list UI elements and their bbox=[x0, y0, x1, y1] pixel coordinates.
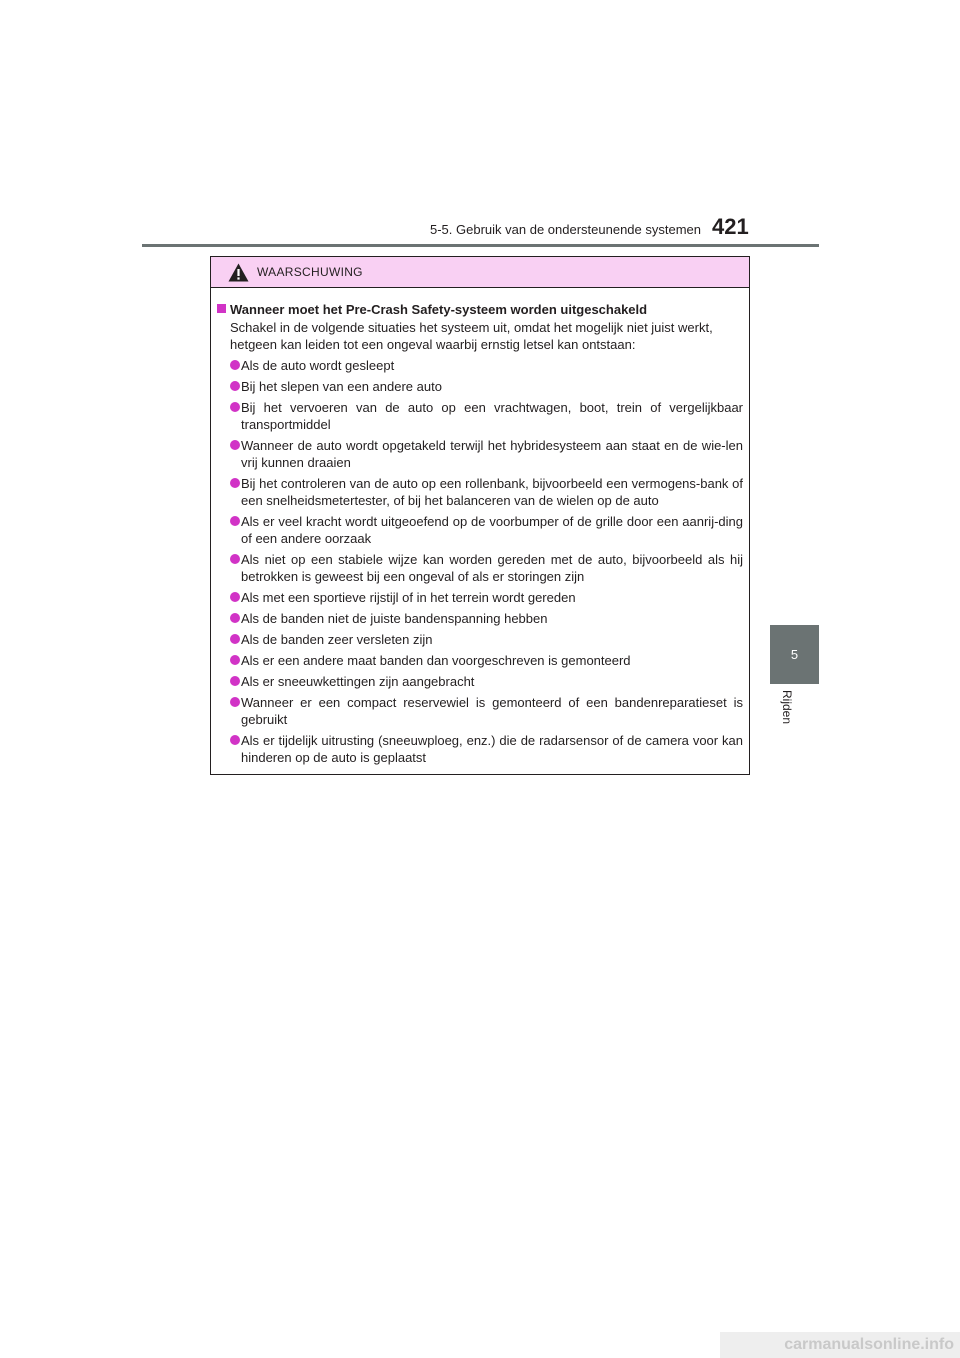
chapter-tab-number: 5 bbox=[770, 625, 819, 684]
chapter-tab-label-text: Rijden bbox=[780, 690, 794, 725]
list-item bbox=[217, 378, 743, 395]
header-divider bbox=[142, 244, 819, 247]
situation-list bbox=[217, 357, 743, 766]
list-item-text: Bij het controleren van de auto op een rollenbank, bijvoorbeeld een vermogens-bank of een snelheidsmetertester, of bij het balanceren van de wielen op de auto bbox=[241, 476, 743, 508]
list-item bbox=[217, 399, 743, 433]
list-item bbox=[217, 732, 743, 766]
chapter-tab-label bbox=[770, 686, 819, 756]
round-bullet-icon bbox=[230, 440, 240, 450]
warning-heading bbox=[217, 301, 743, 318]
list-item bbox=[217, 610, 743, 627]
list-item bbox=[217, 652, 743, 669]
list-item bbox=[217, 631, 743, 648]
warning-heading-text: Wanneer moet het Pre-Crash Safety-systeem worden uitgeschakeld bbox=[230, 302, 648, 317]
warning-content bbox=[211, 288, 749, 766]
list-item bbox=[217, 589, 743, 606]
list-item-text: Als niet op een stabiele wijze kan worden gereden met de auto, bijvoorbeeld als hij betrokken is geweest bij een ongeval of als er storingen zijn bbox=[241, 552, 743, 584]
list-item-text: Wanneer er een compact reservewiel is gemonteerd of een bandenreparatieset is gebruikt bbox=[241, 695, 743, 727]
round-bullet-icon bbox=[230, 381, 240, 391]
round-bullet-icon bbox=[230, 613, 240, 623]
list-item-text: Als er sneeuwkettingen zijn aangebracht bbox=[241, 674, 475, 689]
square-bullet-icon bbox=[217, 304, 226, 313]
watermark: carmanualsonline.info bbox=[720, 1332, 960, 1358]
list-item bbox=[217, 513, 743, 547]
round-bullet-icon bbox=[230, 655, 240, 665]
warning-title: WAARSCHUWING bbox=[257, 265, 363, 279]
list-item-text: Als er een andere maat banden dan voorgeschreven is gemonteerd bbox=[241, 653, 631, 668]
round-bullet-icon bbox=[230, 360, 240, 370]
list-item-text: Wanneer de auto wordt opgetakeld terwijl het hybridesysteem aan staat en de wie-len vrij kunnen draaien bbox=[241, 438, 743, 470]
list-item-text: Als er veel kracht wordt uitgeoefend op de voorbumper of de grille door een aanrij-ding of een andere oorzaak bbox=[241, 514, 743, 546]
warning-intro: Schakel in de volgende situaties het systeem uit, omdat het mogelijk niet juist werkt, hetgeen kan leiden tot een ongeval waarbij ernstig letsel kan ontstaan: bbox=[230, 320, 713, 352]
list-item-text: Bij het vervoeren van de auto op een vrachtwagen, boot, trein of vergelijkbaar transportmiddel bbox=[241, 400, 743, 432]
list-item bbox=[217, 694, 743, 728]
list-item bbox=[217, 475, 743, 509]
round-bullet-icon bbox=[230, 676, 240, 686]
list-item bbox=[217, 673, 743, 690]
list-item-text: Als de banden zeer versleten zijn bbox=[241, 632, 433, 647]
round-bullet-icon bbox=[230, 634, 240, 644]
round-bullet-icon bbox=[230, 402, 240, 412]
list-item bbox=[217, 437, 743, 471]
round-bullet-icon bbox=[230, 516, 240, 526]
page-number: 421 bbox=[712, 214, 749, 239]
round-bullet-icon bbox=[230, 735, 240, 745]
list-item-text: Als er tijdelijk uitrusting (sneeuwploeg, enz.) die de radarsensor of de camera voor kan hinderen op de auto is geplaatst bbox=[241, 733, 743, 765]
warning-box bbox=[210, 256, 750, 775]
list-item-text: Als de auto wordt gesleept bbox=[241, 358, 395, 373]
list-item bbox=[217, 357, 743, 374]
list-item-text: Als de banden niet de juiste bandenspanning hebben bbox=[241, 611, 548, 626]
round-bullet-icon bbox=[230, 554, 240, 564]
round-bullet-icon bbox=[230, 478, 240, 488]
round-bullet-icon bbox=[230, 592, 240, 602]
round-bullet-icon bbox=[230, 697, 240, 707]
warning-header bbox=[211, 257, 749, 288]
section-title: 5-5. Gebruik van de ondersteunende systemen bbox=[430, 222, 702, 237]
list-item-text: Bij het slepen van een andere auto bbox=[241, 379, 442, 394]
warning-triangle-icon bbox=[228, 263, 249, 282]
list-item-text: Als met een sportieve rijstijl of in het terrein wordt gereden bbox=[241, 590, 576, 605]
list-item bbox=[217, 551, 743, 585]
